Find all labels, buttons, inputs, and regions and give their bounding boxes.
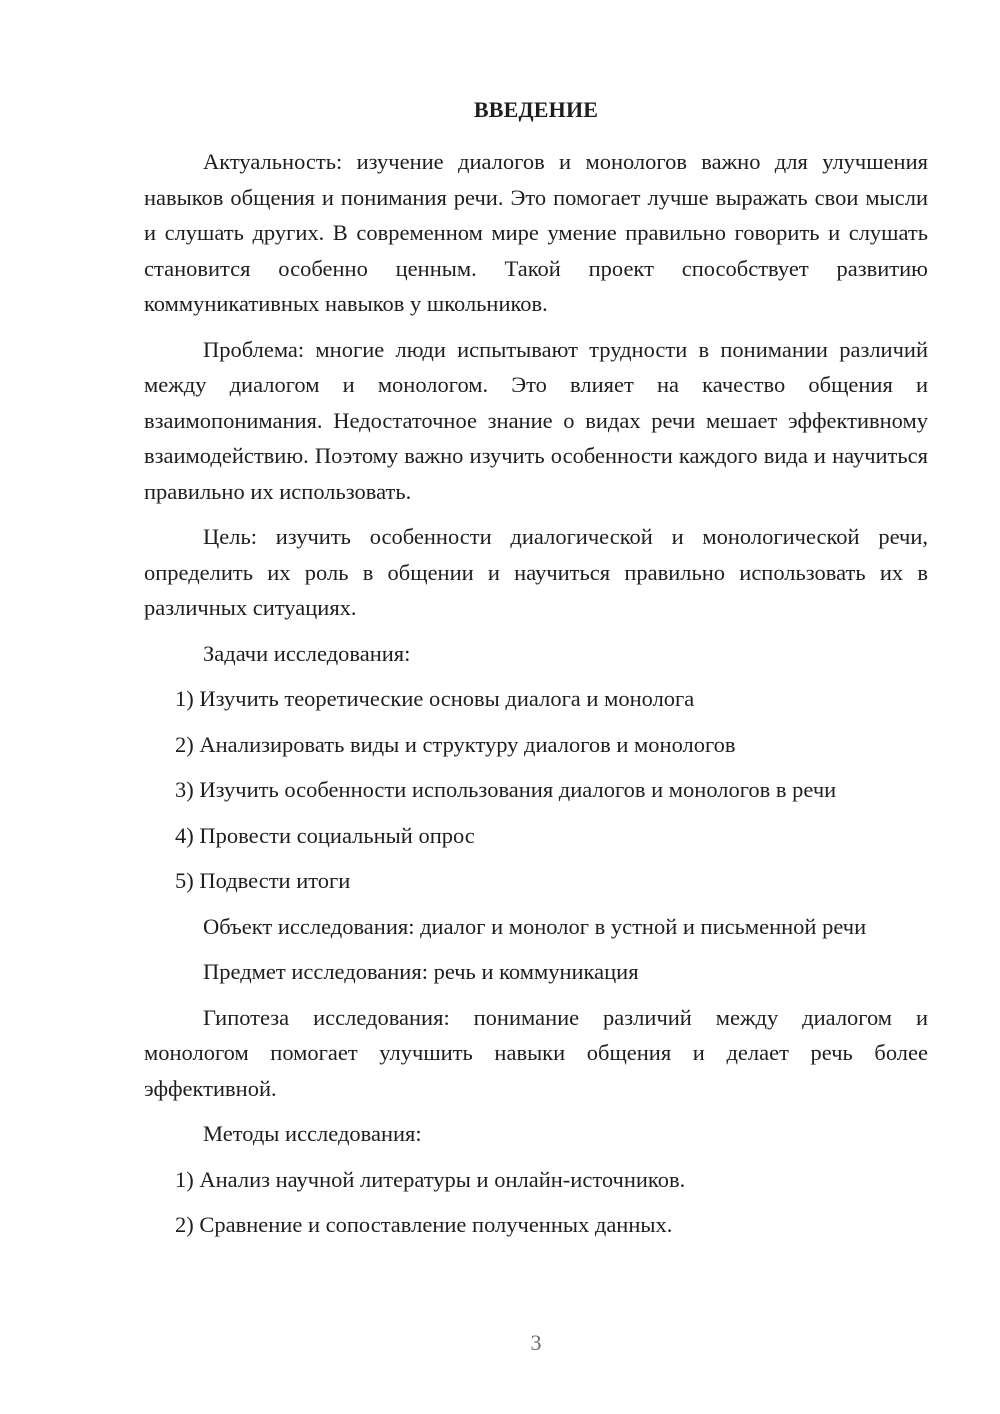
tasks-heading: Задачи исследования: xyxy=(203,640,411,666)
list-item: 1) Анализ научной литературы и онлайн-источников. xyxy=(175,1166,686,1192)
list-item: 1) Изучить теоретические основы диалога и монолога xyxy=(175,686,695,711)
list-item: 2) Анализировать виды и структуру диалогов и монологов xyxy=(175,731,736,757)
subject-paragraph: Предмет исследования: речь и коммуникация xyxy=(203,959,639,984)
list-item: 4) Провести социальный опрос xyxy=(175,822,475,848)
hypothesis-paragraph: Гипотеза исследования: понимание различий между диалогом и монологом помогает улучшить навыки общения и делает речь более эффективной. xyxy=(144,1004,928,1101)
list-item: 5) Подвести итоги xyxy=(175,868,351,893)
goal-paragraph: Цель: изучить особенности диалогической и монологической речи, определить их роль в общении и научиться правильно использовать их в различных ситуациях. xyxy=(144,524,928,620)
relevance-paragraph: Актуальность: изучение диалогов и монологов важно для улучшения навыков общения и понимания речи. Это помогает лучше выражать свои мысли и слушать других. В современном мире умение правильно говорить и слушать становится особенно ценным. Такой проект способствует развитию коммуникативных навыков у школьников. xyxy=(144,149,928,316)
object-paragraph: Объект исследования: диалог и монолог в устной и письменной речи xyxy=(203,913,867,939)
tasks-list xyxy=(144,681,928,899)
list-item: 3) Изучить особенности использования диалогов и монологов в речи xyxy=(175,777,837,802)
problem-paragraph: Проблема: многие люди испытывают трудности в понимании различий между диалогом и монологом. Это влияет на качество общения и взаимопонимания. Недостаточное знание о видах речи мешает эффективному взаимодействию. Поэтому важно изучить особенности каждого вида и научиться правильно их использовать. xyxy=(144,336,928,504)
document-page xyxy=(144,94,928,1243)
list-item: 2) Сравнение и сопоставление полученных данных. xyxy=(175,1212,673,1237)
page-number: 3 xyxy=(530,1330,542,1355)
methods-list xyxy=(144,1162,928,1243)
section-title: ВВЕДЕНИЕ xyxy=(473,97,599,122)
methods-heading: Методы исследования: xyxy=(203,1121,422,1146)
